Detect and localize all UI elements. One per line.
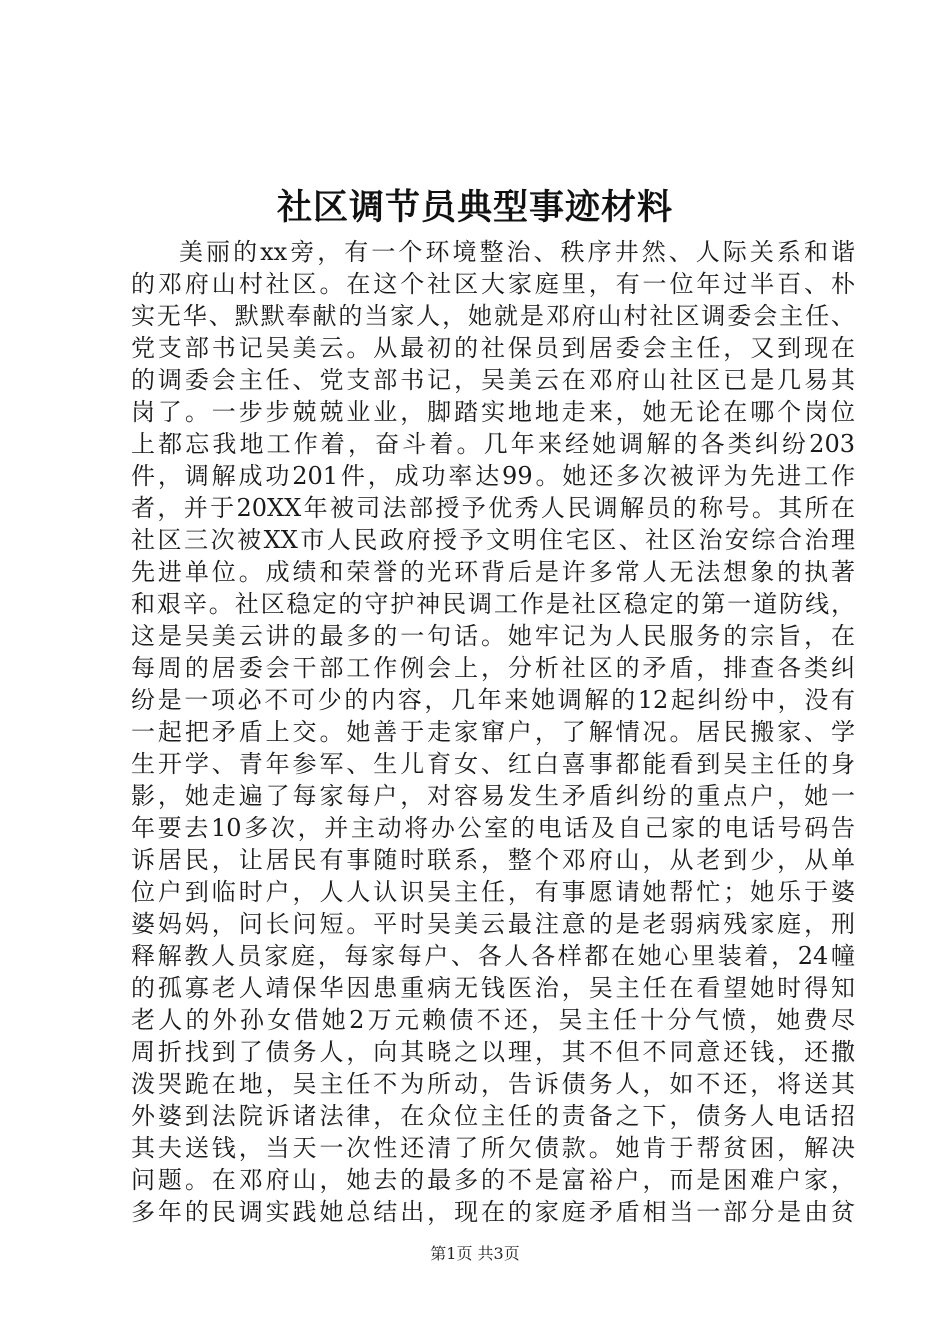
body-line: 外婆到法院诉诸法律，在众位主任的责备之下，债务人电话招 — [131, 1102, 855, 1130]
body-line: 问题。在邓府山，她去的最多的不是富裕户，而是困难户家， — [131, 1166, 855, 1194]
body-line: 其夫送钱，当天一次性还清了所欠债款。她肯于帮贫困，解决 — [131, 1134, 855, 1162]
body-line: 先进单位。成绩和荣誉的光环背后是许多常人无法想象的执著 — [131, 558, 855, 586]
body-line: 的邓府山村社区。在这个社区大家庭里，有一位年过半百、朴 — [131, 270, 855, 298]
body-line: 的调委会主任、党支部书记，吴美云在邓府山社区已是几易其 — [131, 366, 855, 394]
body-line: 者，并于20XX年被司法部授予优秀人民调解员的称号。其所在 — [131, 494, 855, 522]
body-line: 实无华、默默奉献的当家人，她就是邓府山村社区调委会主任、 — [131, 302, 855, 330]
body-line: 生开学、青年参军、生儿育女、红白喜事都能看到吴主任的身 — [131, 750, 855, 778]
document-body — [131, 236, 855, 1228]
body-line: 的孤寡老人靖保华因患重病无钱医治，吴主任在看望她时得知 — [131, 974, 855, 1002]
body-line: 这是吴美云讲的最多的一句话。她牢记为人民服务的宗旨，在 — [131, 622, 855, 650]
body-line: 泼哭跪在地，吴主任不为所动，告诉债务人，如不还，将送其 — [131, 1070, 855, 1098]
body-line: 上都忘我地工作着，奋斗着。几年来经她调解的各类纠纷203 — [131, 430, 855, 458]
body-line: 美丽的xx旁，有一个环境整治、秩序井然、人际关系和谐 — [179, 238, 855, 266]
body-line: 和艰辛。社区稳定的守护神民调工作是社区稳定的第一道防线， — [131, 590, 855, 618]
body-line: 党支部书记吴美云。从最初的社保员到居委会主任，又到现在 — [131, 334, 855, 362]
body-line: 老人的外孙女借她2万元赖债不还，吴主任十分气愤，她费尽 — [131, 1006, 855, 1034]
body-line: 婆妈妈，问长问短。平时吴美云最注意的是老弱病残家庭，刑 — [131, 910, 855, 938]
body-line: 周折找到了债务人，向其晓之以理，其不但不同意还钱，还撒 — [131, 1038, 855, 1066]
body-line: 一起把矛盾上交。她善于走家窜户，了解情况。居民搬家、学 — [131, 718, 855, 746]
body-line: 年要去10多次，并主动将办公室的电话及自己家的电话号码告 — [131, 814, 855, 842]
body-line: 纷是一项必不可少的内容，几年来她调解的12起纠纷中，没有 — [131, 686, 855, 714]
body-line: 多年的民调实践她总结出，现在的家庭矛盾相当一部分是由贫 — [131, 1198, 855, 1226]
body-line: 岗了。一步步兢兢业业，脚踏实地地走来，她无论在哪个岗位 — [131, 398, 855, 426]
body-line: 影，她走遍了每家每户，对容易发生矛盾纠纷的重点户，她一 — [131, 782, 855, 810]
body-line: 社区三次被XX市人民政府授予文明住宅区、社区治安综合治理 — [131, 526, 855, 554]
body-line: 件，调解成功201件，成功率达99。她还多次被评为先进工作 — [131, 462, 855, 490]
body-line: 位户到临时户，人人认识吴主任，有事愿请她帮忙；她乐于婆 — [131, 878, 855, 906]
document-title: 社区调节员典型事迹材料 — [276, 187, 673, 228]
page-footer: 第1页 共3页 — [430, 1244, 520, 1263]
body-line: 释解教人员家庭，每家每户、各人各样都在她心里装着，24幢 — [131, 942, 855, 970]
body-line: 诉居民，让居民有事随时联系，整个邓府山，从老到少，从单 — [131, 846, 855, 874]
body-line: 每周的居委会干部工作例会上，分析社区的矛盾，排查各类纠 — [131, 654, 855, 682]
